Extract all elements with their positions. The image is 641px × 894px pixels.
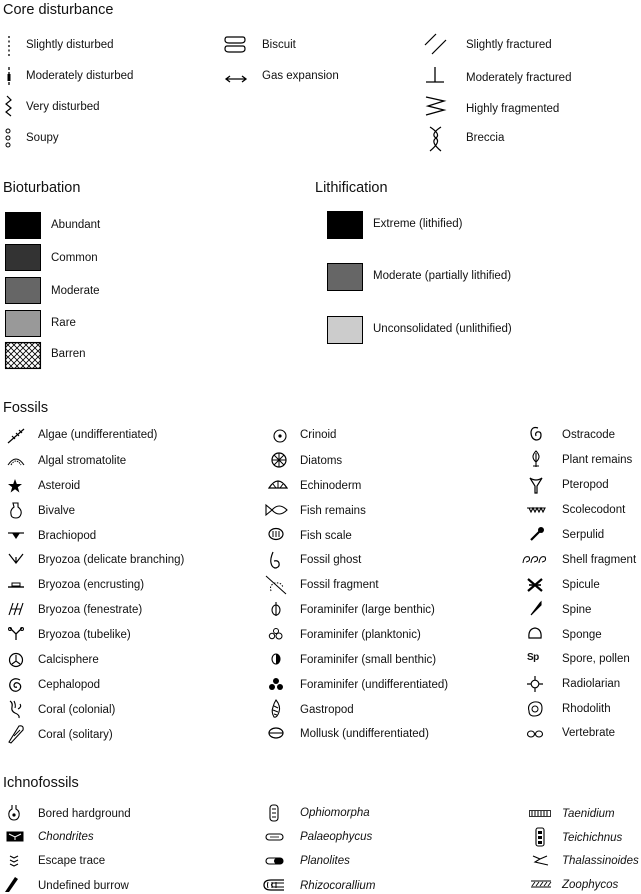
algal-stromatolite-icon — [7, 455, 25, 467]
fossil-foraminifer-undifferentiated-label: Foraminifer (undifferentiated) — [300, 679, 449, 691]
zoophycos-icon — [530, 880, 552, 888]
foraminifer-small-benthic-icon — [270, 652, 282, 666]
foraminifer-undifferentiated-icon — [268, 677, 284, 691]
fossil-coral-solitary-label: Coral (solitary) — [38, 729, 113, 741]
cephalopod-icon — [8, 677, 24, 693]
lithification-moderate-swatch — [327, 263, 363, 291]
vertebrate-icon — [526, 729, 544, 739]
fossil-brachiopod-label: Brachiopod — [38, 530, 97, 542]
fossil-pteropod-label: Pteropod — [562, 479, 609, 491]
biscuit-icon — [224, 36, 246, 56]
chondrites-icon — [6, 831, 24, 842]
ichno-zoophycos-label: Zoophycos — [562, 879, 619, 891]
bioturbation-common-label: Common — [51, 252, 98, 264]
lithification-title: Lithification — [315, 180, 388, 196]
fossil-bryozoa-encrusting-label: Bryozoa (encrusting) — [38, 579, 145, 591]
bryozoa-delicate-icon — [7, 552, 25, 566]
lithification-moderate-label: Moderate (partially lithified) — [373, 270, 512, 282]
ichno-taenidium-label: Taenidium — [562, 808, 615, 820]
highly-fragmented-label: Highly fragmented — [466, 103, 560, 115]
fossil-bryozoa-tubelike-label: Bryozoa (tubelike) — [38, 629, 131, 641]
fossil-fragment-label: Fossil fragment — [300, 579, 379, 591]
fossil-diatoms-label: Diatoms — [300, 455, 343, 467]
bioturbation-title: Bioturbation — [3, 180, 81, 196]
bioturbation-barren-label: Barren — [51, 348, 86, 360]
bioturbation-rare-swatch — [5, 310, 41, 337]
lithification-extreme-label: Extreme (lithified) — [373, 218, 463, 230]
calcisphere-icon — [8, 652, 24, 668]
bioturbation-barren-swatch — [5, 342, 41, 369]
moderately-fractured-icon — [424, 66, 446, 86]
fossil-ghost-icon — [268, 551, 282, 569]
fossil-bivalve-label: Bivalve — [38, 505, 76, 517]
bioturbation-moderate-label: Moderate — [51, 285, 100, 297]
foraminifer-large-benthic-icon — [270, 601, 282, 617]
fossil-fragment-icon — [265, 575, 287, 595]
breccia-label: Breccia — [466, 132, 505, 144]
sponge-icon — [527, 627, 543, 639]
fossil-crinoid-label: Crinoid — [300, 429, 337, 441]
ichno-rhizocorallium-label: Rhizocorallium — [300, 880, 376, 892]
fossil-serpulid-label: Serpulid — [562, 529, 605, 541]
slightly-fractured-label: Slightly fractured — [466, 39, 552, 51]
ophiomorpha-icon — [268, 804, 280, 822]
ichno-escape-trace-label: Escape trace — [38, 855, 106, 867]
fossil-scolecodont-label: Scolecodont — [562, 504, 626, 516]
fossil-asteroid-label: Asteroid — [38, 480, 81, 492]
fossil-mollusk-label: Mollusk (undifferentiated) — [300, 728, 429, 740]
lithification-unconsolidated-label: Unconsolidated (unlithified) — [373, 323, 512, 335]
radiolarian-icon — [527, 676, 543, 692]
fossil-algal-stromatolite-label: Algal stromatolite — [38, 455, 127, 467]
foraminifer-planktonic-icon — [268, 628, 284, 640]
moderately-disturbed-icon — [3, 67, 15, 87]
lithification-unconsolidated-swatch — [327, 316, 363, 344]
teichichnus-icon — [534, 827, 546, 847]
breccia-icon — [427, 126, 445, 152]
ichno-chondrites-label: Chondrites — [38, 831, 94, 843]
fossil-algae-label: Algae (undifferentiated) — [38, 429, 158, 441]
fossil-vertebrate-label: Vertebrate — [562, 727, 616, 739]
very-disturbed-icon — [2, 96, 16, 118]
bioturbation-abundant-label: Abundant — [51, 219, 101, 231]
ichno-undefined-burrow-label: Undefined burrow — [38, 880, 129, 892]
fossil-plant-remains-label: Plant remains — [562, 454, 633, 466]
taenidium-icon — [529, 810, 551, 817]
fossil-spine-label: Spine — [562, 604, 592, 616]
thalassinoides-icon — [532, 853, 550, 867]
planolites-icon — [265, 857, 285, 865]
diatoms-icon — [271, 452, 287, 468]
fish-remains-icon — [265, 504, 289, 516]
serpulid-icon — [529, 526, 545, 542]
fossil-ostracode-label: Ostracode — [562, 429, 616, 441]
ichno-palaeophycus-label: Palaeophycus — [300, 831, 373, 843]
fossil-bryozoa-delicate-label: Bryozoa (delicate branching) — [38, 554, 185, 566]
shell-fragment-icon — [522, 553, 548, 565]
undefined-burrow-icon — [3, 875, 19, 893]
escape-trace-icon — [8, 854, 22, 868]
gas-expansion-icon — [224, 74, 248, 84]
fossil-foraminifer-planktonic-label: Foraminifer (planktonic) — [300, 629, 421, 641]
fossil-ghost-label: Fossil ghost — [300, 554, 362, 566]
bryozoa-encrusting-icon — [7, 580, 25, 590]
plant-remains-icon — [529, 450, 543, 468]
rhodolith-icon — [526, 700, 544, 718]
fossil-gastropod-label: Gastropod — [300, 704, 354, 716]
ichno-planolites-label: Planolites — [300, 855, 350, 867]
fossil-echinoderm-label: Echinoderm — [300, 480, 362, 492]
coral-solitary-icon — [7, 724, 25, 744]
rhizocorallium-icon — [262, 877, 286, 893]
fossil-rhodolith-label: Rhodolith — [562, 703, 611, 715]
asteroid-icon — [8, 479, 22, 493]
fossil-foraminifer-large-benthic-label: Foraminifer (large benthic) — [300, 604, 435, 616]
algae-icon — [7, 428, 25, 444]
lithification-extreme-swatch — [327, 211, 363, 239]
ichnofossils-title: Ichnofossils — [3, 775, 79, 791]
bryozoa-tubelike-icon — [8, 627, 24, 641]
spicule-icon — [526, 577, 544, 593]
fish-scale-icon — [268, 527, 284, 541]
highly-fragmented-icon — [424, 95, 448, 117]
ichno-thalassinoides-label: Thalassinoides — [562, 855, 639, 867]
fossil-spicule-label: Spicule — [562, 579, 600, 591]
crinoid-icon — [273, 429, 287, 443]
fossil-spore-pollen-label: Spore, pollen — [562, 653, 630, 665]
gastropod-icon — [270, 699, 282, 719]
fossil-fish-remains-label: Fish remains — [300, 505, 366, 517]
mollusk-icon — [268, 726, 284, 740]
ichno-ophiomorpha-label: Ophiomorpha — [300, 807, 370, 819]
fossil-foraminifer-small-benthic-label: Foraminifer (small benthic) — [300, 654, 437, 666]
bioturbation-abundant-swatch — [5, 212, 41, 239]
spine-icon — [529, 600, 543, 616]
bored-hardground-icon — [7, 804, 21, 822]
spore-pollen-icon: Sp — [527, 652, 539, 663]
ichno-teichichnus-label: Teichichnus — [562, 832, 623, 844]
moderately-disturbed-label: Moderately disturbed — [26, 70, 134, 82]
fossils-title: Fossils — [3, 400, 49, 416]
slightly-fractured-icon — [424, 32, 448, 56]
soupy-label: Soupy — [26, 132, 59, 144]
ichno-bored-hardground-label: Bored hardground — [38, 808, 131, 820]
echinoderm-icon — [268, 478, 288, 490]
palaeophycus-icon — [265, 833, 285, 841]
core-disturbance-title: Core disturbance — [3, 2, 114, 18]
fossil-radiolarian-label: Radiolarian — [562, 678, 621, 690]
ostracode-icon — [529, 426, 543, 442]
fossil-fish-scale-label: Fish scale — [300, 530, 352, 542]
brachiopod-icon — [7, 531, 25, 541]
fossil-sponge-label: Sponge — [562, 629, 602, 641]
bivalve-icon — [9, 502, 23, 519]
slightly-disturbed-icon — [3, 36, 15, 56]
slightly-disturbed-label: Slightly disturbed — [26, 39, 114, 51]
fossil-calcisphere-label: Calcisphere — [38, 654, 99, 666]
gas-expansion-label: Gas expansion — [262, 70, 339, 82]
fossil-coral-colonial-label: Coral (colonial) — [38, 704, 116, 716]
fossil-shell-fragment-label: Shell fragment — [562, 554, 637, 566]
pteropod-icon — [528, 476, 544, 494]
bioturbation-common-swatch — [5, 244, 41, 271]
scolecodont-icon — [526, 506, 546, 514]
fossil-bryozoa-fenestrate-label: Bryozoa (fenestrate) — [38, 604, 143, 616]
moderately-fractured-label: Moderately fractured — [466, 72, 572, 84]
bioturbation-moderate-swatch — [5, 277, 41, 304]
biscuit-label: Biscuit — [262, 39, 296, 51]
very-disturbed-label: Very disturbed — [26, 101, 100, 113]
fossil-cephalopod-label: Cephalopod — [38, 679, 101, 691]
bioturbation-rare-label: Rare — [51, 317, 76, 329]
soupy-icon — [2, 128, 14, 150]
bryozoa-fenestrate-icon — [7, 602, 25, 616]
coral-colonial-icon — [7, 699, 25, 719]
